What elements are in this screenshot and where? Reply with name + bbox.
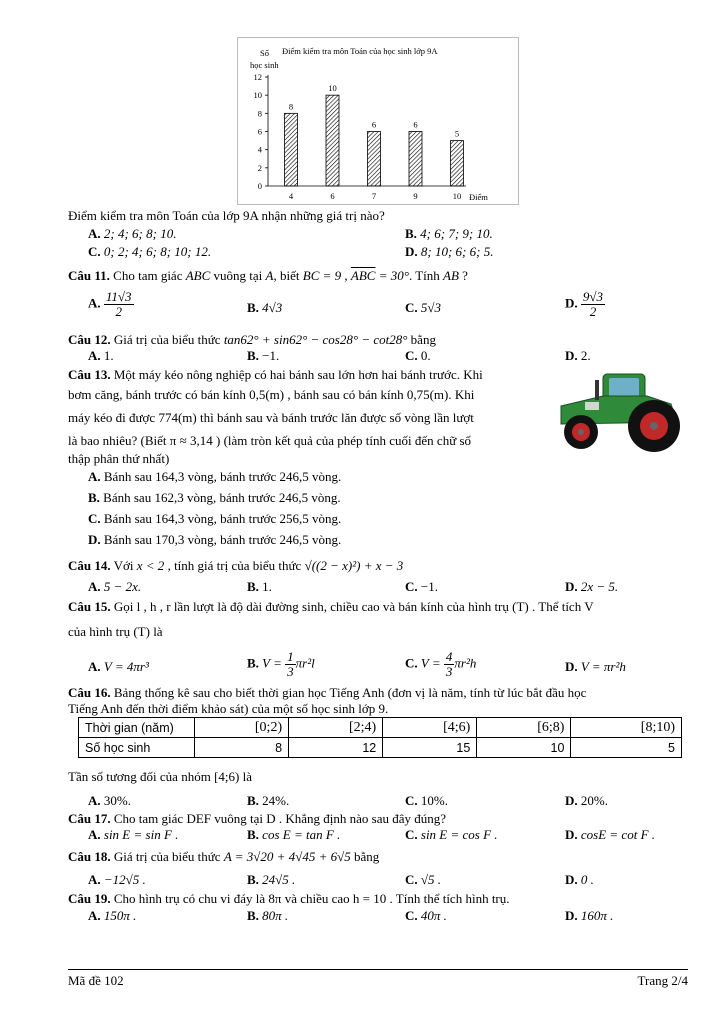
y-tick-label: 8	[257, 108, 262, 119]
q13-option-b[interactable]: B. Bánh sau 162,3 vòng, bánh trước 246,5 vòng.	[88, 490, 341, 505]
q14-stem-row	[0, 557, 725, 575]
q16-line-1: Câu 16. Bảng thống kê sau cho biết thời gian học Tiếng Anh (đơn vị là năm, tính từ lúc bắt đầu học	[68, 685, 587, 700]
bar-value-label: 6	[413, 119, 418, 130]
q16-option-d[interactable]: D. 20%.	[565, 793, 608, 808]
q18-option-b[interactable]: B. 24√5 .	[247, 872, 296, 887]
q13-line-4: là bao nhiêu? (Biết π ≈ 3,14 ) (làm tròn kết quả của phép tính cuối đến chữ số	[68, 433, 472, 448]
footer-exam-code: Mã đề 102	[68, 973, 124, 988]
table-count-cell: 15	[383, 738, 477, 758]
table-group-cell: [2;4)	[289, 718, 383, 738]
y-tick-label: 0	[257, 181, 262, 191]
y-tick-label: 2	[257, 162, 262, 173]
footer-divider	[68, 969, 688, 970]
q15-option-d[interactable]: D. V = πr²h	[565, 659, 626, 674]
q11-option-a[interactable]: A. $\frac{11√3}{2}$	[88, 289, 132, 319]
q15-option-b[interactable]: B. V = $\frac{1}{3}$ πr²l	[247, 649, 315, 679]
q10-options-row-2	[0, 243, 725, 261]
q15-options-row	[0, 650, 725, 682]
x-tick-label: 9	[413, 191, 418, 201]
q11-stem-row	[0, 267, 725, 285]
q11-option-b[interactable]: B. 4√3	[247, 300, 283, 315]
q14-options-row	[0, 578, 725, 596]
tractor-image	[551, 366, 689, 456]
q14-option-a[interactable]: A. 5 − 2x.	[88, 579, 142, 594]
x-tick-label: 6	[330, 191, 335, 201]
table-group-cell: [4;6)	[383, 718, 477, 738]
q19-stem-row: Câu 19. Cho hình trụ có chu vi đáy là 8π và chiều cao h = 10 . Tính thể tích hình trụ.	[68, 891, 510, 906]
q13-option-a-row	[0, 468, 725, 486]
bar	[326, 95, 339, 186]
bar	[368, 132, 381, 187]
chart-title: Điểm kiểm tra môn Toán của học sinh lớp 9A	[282, 46, 438, 56]
q14-option-c[interactable]: C. −1.	[405, 579, 438, 594]
q13-line-2: bơm căng, bánh trước có bán kính 0,5(m) , bánh sau có bán kính 0,75(m). Khi	[68, 387, 475, 402]
q10-option-d[interactable]: D. 8; 10; 6; 6; 5.	[405, 244, 494, 259]
q13-line-3: máy kéo đi được 774(m) thì bánh sau và bánh trước lăn được số vòng lần lượt	[68, 410, 474, 425]
q16-line-2: Tiếng Anh đến thời điểm khảo sát) của một số học sinh lớp 9.	[68, 701, 389, 716]
q19-option-a[interactable]: A. 150π .	[88, 908, 137, 923]
table-count-cell: 10	[477, 738, 571, 758]
q18-option-a[interactable]: A. −12√5 .	[88, 872, 146, 887]
q10-stem-row	[0, 207, 725, 225]
q10-option-a[interactable]: A. 2; 4; 6; 8; 10.	[88, 226, 177, 241]
q10-options-row-1	[0, 225, 725, 243]
bar-chart	[238, 38, 520, 206]
y-tick-label: 10	[253, 90, 262, 101]
q11-option-c[interactable]: C. 5√3	[405, 300, 442, 315]
q17-options-row	[0, 826, 725, 844]
q12-option-a[interactable]: A. 1.	[88, 348, 114, 363]
q19-option-c[interactable]: C. 40π .	[405, 908, 447, 923]
q13-option-d-row	[0, 531, 725, 549]
q11-options-row	[0, 290, 725, 326]
q17-option-a[interactable]: A. sin E = sin F .	[88, 827, 179, 842]
q18-options-row	[0, 871, 725, 889]
chart-xlabel: Điểm	[469, 192, 488, 202]
q15-option-c[interactable]: C. V = $\frac{4}{3}$ πr²h	[405, 649, 477, 679]
q10-option-c[interactable]: C. 0; 2; 4; 6; 8; 10; 12.	[88, 244, 212, 259]
q12-stem: Câu 12. Giá trị của biểu thức tan62° + sin62° − cos28° − cot28° bằng	[68, 332, 436, 347]
bar-value-label: 10	[328, 83, 337, 94]
q14-option-d[interactable]: D. 2x − 5.	[565, 579, 619, 594]
q17-option-d[interactable]: D. cosE = cot F .	[565, 827, 656, 842]
table-group-cell: [6;8)	[477, 718, 571, 738]
q16-options-row	[0, 792, 725, 810]
q10-option-b[interactable]: B. 4; 6; 7; 9; 10.	[405, 226, 493, 241]
q13-option-c[interactable]: C. Bánh sau 164,3 vòng, bánh trước 256,5 vòng.	[88, 511, 342, 526]
table-row-label: Số học sinh	[79, 738, 195, 758]
q13-option-a[interactable]: A. Bánh sau 164,3 vòng, bánh trước 246,5 vòng.	[88, 469, 342, 484]
q15-option-a[interactable]: A. V = 4πr³	[88, 659, 149, 674]
q11-option-d[interactable]: D. $\frac{9√3}{2}$	[565, 289, 604, 319]
bar-value-label: 6	[371, 119, 377, 130]
q15-line-1: Câu 15. Gọi l , h , r lần lượt là độ dài đường sinh, chiều cao và bán kính của hình trụ (T) . Thể tích V	[68, 599, 594, 614]
q16-option-b[interactable]: B. 24%.	[247, 793, 290, 808]
bar-chart-frame	[237, 37, 519, 205]
table-count-cell: 5	[571, 738, 682, 758]
table-header-cell: Thời gian (năm)	[79, 718, 195, 738]
chart-ylabel-line1: Số	[260, 48, 269, 58]
q14-option-b[interactable]: B. 1.	[247, 579, 272, 594]
q19-option-d[interactable]: D. 160π .	[565, 908, 614, 923]
table-row	[79, 718, 682, 738]
y-tick-label: 4	[257, 144, 262, 155]
footer-page-number: Trang 2/4	[637, 973, 688, 988]
bar	[409, 132, 422, 187]
bar	[451, 141, 464, 186]
q19-options-row	[0, 907, 725, 925]
q12-options-row	[0, 347, 725, 365]
angle-abc: $\overline{ABC}$	[350, 268, 376, 283]
stat-table	[78, 717, 682, 758]
q13-line-5: thập phân thứ nhất)	[68, 451, 170, 466]
q13-option-c-row	[0, 510, 725, 528]
bar	[285, 113, 298, 186]
q13-line-1: Câu 13. Một máy kéo nông nghiệp có hai bánh sau lớn hơn hai bánh trước. Khi	[68, 367, 483, 382]
y-tick-label: 6	[257, 126, 262, 137]
table-count-cell: 8	[195, 738, 289, 758]
bar-value-label: 5	[454, 128, 460, 139]
y-tick-label: 12	[253, 72, 262, 82]
q17-option-b[interactable]: B. cos E = tan F .	[247, 827, 341, 842]
q10-stem: Điểm kiểm tra môn Toán của lớp 9A nhận những giá trị nào?	[68, 208, 385, 223]
q15-line-2: của hình trụ (T) là	[68, 624, 163, 639]
q17-stem-row: Câu 17. Cho tam giác DEF vuông tại D . Khẳng định nào sau đây đúng?	[68, 811, 447, 826]
x-tick-label: 7	[371, 191, 377, 201]
q14-stem: Câu 14. Với x < 2 , tính giá trị của biểu thức √((2 − x)²) + x − 3	[68, 558, 404, 573]
chart-ylabel-line2: học sinh	[250, 60, 279, 70]
q12-option-c[interactable]: C. 0.	[405, 348, 431, 363]
q18-option-d[interactable]: D. 0 .	[565, 872, 594, 887]
x-tick-label: 10	[452, 191, 462, 201]
table-count-cell: 12	[289, 738, 383, 758]
q16-option-c[interactable]: C. 10%.	[405, 793, 448, 808]
bar-value-label: 8	[288, 101, 294, 112]
q18-option-c[interactable]: C. √5 .	[405, 872, 442, 887]
q17-option-c[interactable]: C. sin E = cos F .	[405, 827, 498, 842]
q16-question-row: Tần số tương đối của nhóm [4;6) là	[68, 769, 252, 784]
q19-option-b[interactable]: B. 80π .	[247, 908, 289, 923]
q13-option-d[interactable]: D. Bánh sau 170,3 vòng, bánh trước 246,5 vòng.	[88, 532, 342, 547]
q16-option-a[interactable]: A. 30%.	[88, 793, 131, 808]
table-group-cell: [0;2)	[195, 718, 289, 738]
table-group-cell: [8;10)	[571, 718, 682, 738]
q12-option-b[interactable]: B. −1.	[247, 348, 280, 363]
q18-stem-row: Câu 18. Giá trị của biểu thức A = 3√20 + 4√45 + 6√5 bằng	[68, 849, 380, 864]
x-tick-label: 4	[288, 191, 294, 201]
q11-stem: Câu 11. Cho tam giác ABC vuông tại A, biết BC = 9 , $\overline{ABC} = 30^\circ$. Tính AB ?	[68, 268, 468, 283]
q12-option-d[interactable]: D. 2.	[565, 348, 591, 363]
q13-option-b-row	[0, 489, 725, 507]
table-row	[79, 738, 682, 758]
